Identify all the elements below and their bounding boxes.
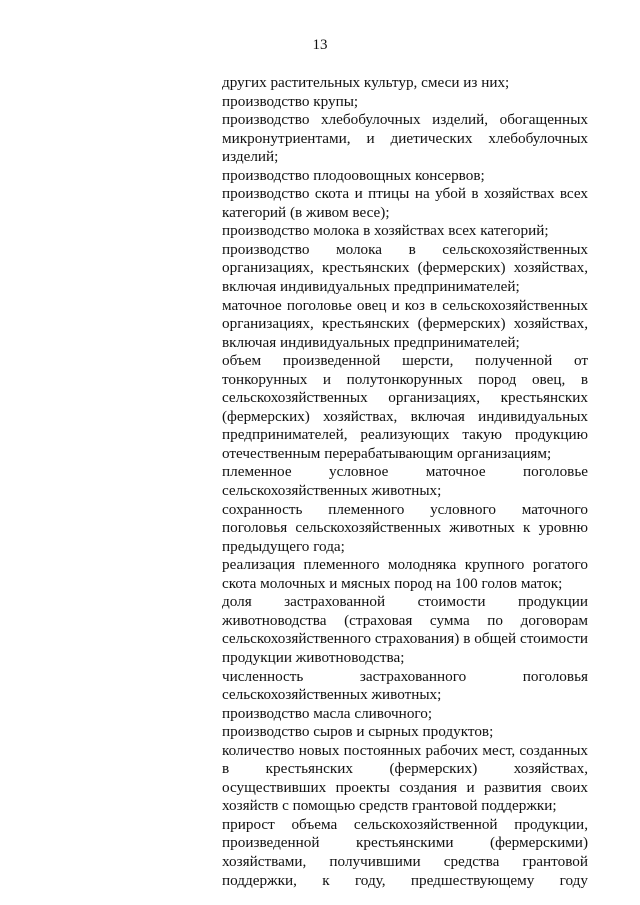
list-item: производство молока в хозяйствах всех категорий; [222,222,549,240]
list-item: прирост объема сельскохозяйственной продукции, произведенной крестьянскими (фермерскими) хозяйствами, получившими средства грантовой поддержки, к году, предшествующему году [222,815,588,889]
list-item: производство плодоовощных консервов; [222,166,485,184]
list-item: производство скота и птицы на убой в хозяйствах всех категорий (в живом весе); [222,185,588,221]
list-item: других растительных культур, смеси из них; [222,74,510,91]
list-item: количество новых постоянных рабочих мест, созданных в крестьянских (фермерских) хозяйствах, осуществивших проекты создания и развития своих хозяйств с помощью средств грантовой поддержки; [222,741,588,815]
page-number: 13 [312,37,328,53]
document-body [222,74,588,890]
list-item: производство хлебобулочных изделий, обогащенных микронутриентами, и диетических хлебобулочных изделий; [222,111,588,166]
list-item: племенное условное маточное поголовье сельскохозяйственных животных; [222,463,588,500]
list-item: производство масла сливочного; [222,704,433,722]
list-item: маточное поголовье овец и коз в сельскохозяйственных организациях, крестьянских (фермерских) хозяйствах, включая индивидуальных предпринимателей; [222,296,588,351]
list-item: численность застрахованного поголовья сельскохозяйственных животных; [222,667,588,704]
list-item: реализация племенного молодняка крупного рогатого скота молочных и мясных пород на 100 голов маток; [222,556,588,592]
list-item: объем произведенной шерсти, полученной от тонкорунных и полутонкорунных пород овец, в сельскохозяйственных организациях, крестьянских (фермерских) хозяйствах, включая индивидуальных предпринимателей, реализующих такую продукцию отечественным перерабатывающим организациям; [222,352,588,462]
list-item: доля застрахованной стоимости продукции животноводства (страховая сумма по договорам сельскохозяйственного страхования) в общей стоимости продукции животноводства; [222,593,588,666]
list-item: производство молока в сельскохозяйственных организациях, крестьянских (фермерских) хозяйствах, включая индивидуальных предпринимателей; [222,240,588,296]
list-item: сохранность племенного условного маточного поголовья сельскохозяйственных животных к уровню предыдущего года; [222,500,588,555]
list-item: производство крупы; [222,92,359,110]
list-item: производство сыров и сырных продуктов; [222,723,494,741]
